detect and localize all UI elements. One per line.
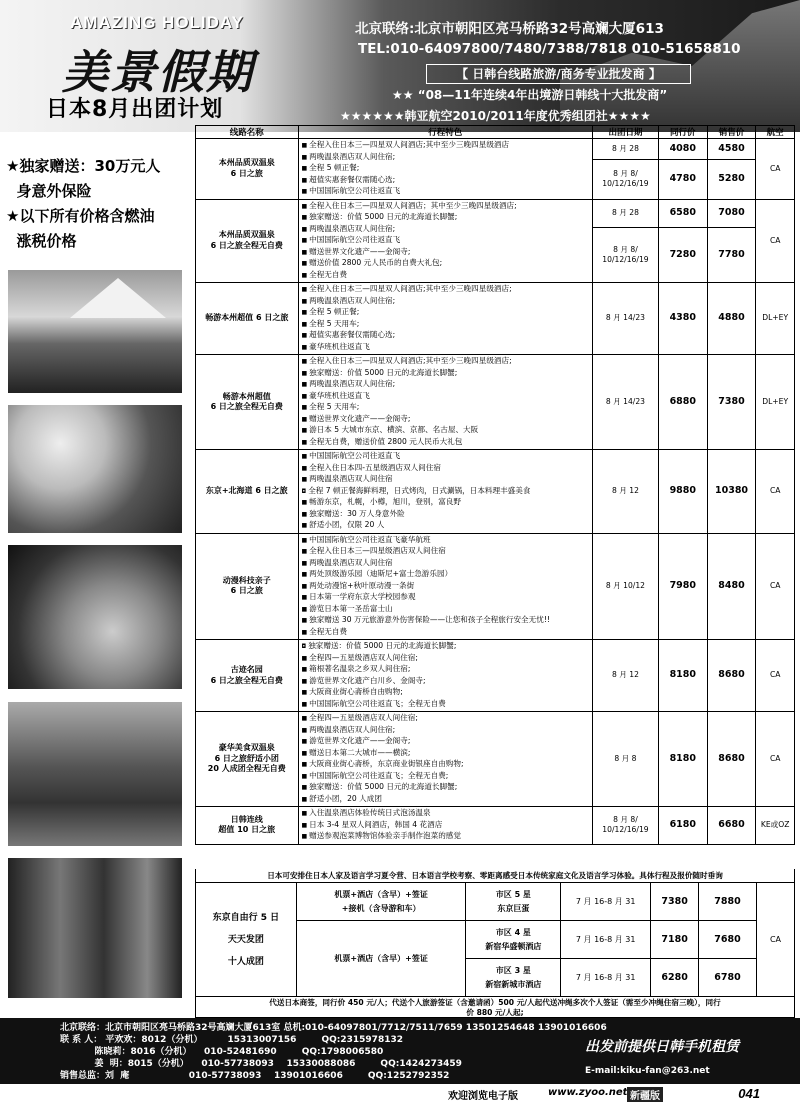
trade-price: 4380 bbox=[658, 283, 707, 355]
departure-date: 8 月 8/ 10/12/16/19 bbox=[592, 228, 658, 283]
trade-price: 9880 bbox=[658, 450, 707, 534]
photo-onsen bbox=[8, 545, 182, 689]
photo-temple bbox=[8, 702, 182, 846]
route-name: 动漫科技亲子 6 日之旅 bbox=[196, 533, 299, 640]
header-date: 出团日期 bbox=[592, 126, 658, 139]
free-package-2: 机票+酒店（含早）+签证 bbox=[296, 921, 466, 997]
free-trip-name-3: 十人成团 bbox=[227, 956, 264, 967]
header-airline: 航空 bbox=[756, 126, 795, 139]
route-features bbox=[298, 139, 592, 200]
sale-price: 5280 bbox=[707, 159, 756, 199]
feature-item: ■ 游日本 5 大城市东京、横滨、京都、名古屋、大阪 bbox=[302, 425, 589, 437]
feature-item: ◘ 全程 7 顿正餐海鲜料理，日式烤肉，日式涮锅，日本料理丰盛美食 bbox=[302, 486, 589, 498]
feature-item: ■ 舒适小团，20 人成团 bbox=[302, 794, 589, 806]
table-header-row bbox=[196, 126, 795, 139]
feature-item: ■ 入住温泉酒店体验传统日式泡汤温泉 bbox=[302, 808, 589, 820]
free-trade-price-3: 6280 bbox=[651, 959, 699, 997]
trade-price: 4780 bbox=[658, 159, 707, 199]
free-date-2: 7 月 16-8 月 31 bbox=[561, 921, 651, 959]
footer-email: E-mail:kiku-fan@263.net bbox=[585, 1066, 710, 1076]
footer-line-3: 陈晓莉：8016（分机） 010-52481690 QQ:1798006580 bbox=[60, 1047, 384, 1057]
feature-item: ■ 全程 5 天用车; bbox=[302, 319, 589, 331]
airline: DL+EY bbox=[756, 283, 795, 355]
feature-item: ■ 两晚温泉酒店双人间住宿; bbox=[302, 725, 589, 737]
feature-item: ■ 两处顶级游乐园（迪斯尼+富士急游乐园） bbox=[302, 569, 589, 581]
route-features bbox=[298, 807, 592, 845]
footer-line-1: 北京联络：北京市朝阳区亮马桥路32号高斓大厦613室 总机:010-64097801/7712/7511/7659 13501254648 13901016606 bbox=[60, 1023, 607, 1033]
feature-item: ■ 两晚温泉酒店双人间住宿 bbox=[302, 558, 589, 570]
airline: CA bbox=[756, 533, 795, 640]
feature-item: ■ 中国国际航空公司往返直飞 bbox=[302, 186, 589, 198]
bottom-bar bbox=[0, 1084, 800, 1103]
contact-address: 北京联络:北京市朝阳区亮马桥路32号高斓大厦613 bbox=[355, 21, 664, 37]
feature-item: ■ 日本第一学府东京大学校园参观 bbox=[302, 592, 589, 604]
route-name: 畅游本州超值 6 日之旅 bbox=[196, 283, 299, 355]
feature-item: ■ 全程 5 顿正餐; bbox=[302, 163, 589, 175]
feature-item: ■ 中国国际航空公司往返直飞 bbox=[302, 451, 589, 463]
feature-item: ■ 豪华班机往返直飞 bbox=[302, 342, 589, 354]
feature-item: ■ 大阪商业街心斋桥自由购物; bbox=[302, 687, 589, 699]
edition-tag: 新疆版 bbox=[627, 1087, 663, 1102]
feature-item: ■ 两晚温泉酒店双人间住宿; bbox=[302, 296, 589, 308]
feature-item: ■ 两晚温泉酒店双人间住宿; bbox=[302, 379, 589, 391]
free-date-3: 7 月 16-8 月 31 bbox=[561, 959, 651, 997]
free-hotel-1: 市区 5 星 东京巨蛋 bbox=[466, 883, 561, 921]
feature-item: ■ 赠送日本第二大城市——横滨; bbox=[302, 748, 589, 760]
free-airline: CA bbox=[756, 883, 794, 997]
photo-fuji bbox=[8, 270, 182, 393]
feature-item: ■ 全程入住日本三—四星级酒店双人间住宿 bbox=[302, 546, 589, 558]
feature-item: ■ 全程入住日本四-五星级酒店双人间住宿 bbox=[302, 463, 589, 475]
promo-text bbox=[6, 154, 191, 254]
feature-item: ■ 独家赠送 30 万元旅游意外伤害保险——让您和孩子全程旅行安全无忧!! bbox=[302, 615, 589, 627]
table-row bbox=[196, 450, 795, 534]
header-sale-price: 销售价 bbox=[707, 126, 756, 139]
feature-item: ■ 全程入住日本三—四星双人间酒店;其中至少三晚四星级酒店; bbox=[302, 356, 589, 368]
header-trade-price: 同行价 bbox=[658, 126, 707, 139]
footer-line-4: 姜 明：8015（分机） 010-57738093 15330088086 QQ:1424273459 bbox=[60, 1059, 462, 1069]
free-trade-price-1: 7380 bbox=[651, 883, 699, 921]
site-link[interactable]: www.zyoo.net bbox=[548, 1087, 628, 1098]
brand-logo: 美景假期 bbox=[62, 45, 254, 99]
airline: CA bbox=[756, 712, 795, 807]
departure-date: 8 月 8/ 10/12/16/19 bbox=[592, 807, 658, 845]
feature-item: ■ 游览世界文化遗产白川乡、金阁寺; bbox=[302, 676, 589, 688]
visa-note: 代送日本商签，同行价 450 元/人；代送个人旅游签证（含邀请函）500 元/人起代送冲绳多次个人签证（需至少冲绳住宿三晚），同行 价 880 元/人起; bbox=[195, 996, 795, 1018]
contact-telephone: TEL:010-64097800/7480/7388/7818 010-51658810 bbox=[358, 41, 741, 57]
route-features bbox=[298, 640, 592, 712]
departure-date: 8 月 8 bbox=[592, 712, 658, 807]
free-package-1: 机票+酒店（含早）+签证 +接机（含导游和车） bbox=[296, 883, 466, 921]
free-trip-name-1: 东京自由行 5 日 bbox=[212, 912, 280, 923]
feature-item: ■ 两晚温泉酒店双人间住宿; bbox=[302, 224, 589, 236]
feature-item: ■ 中国国际航空公司往返直飞；全程无自费 bbox=[302, 699, 589, 711]
route-name: 本州品质双温泉 6 日之旅 bbox=[196, 139, 299, 200]
route-features bbox=[298, 199, 592, 283]
table-row bbox=[196, 139, 795, 160]
sale-price: 8680 bbox=[707, 640, 756, 712]
trade-price: 7280 bbox=[658, 228, 707, 283]
departure-date: 8 月 14/23 bbox=[592, 355, 658, 450]
departure-date: 8 月 28 bbox=[592, 199, 658, 228]
feature-item: ■ 全程入住日本三—四星双人间酒店；其中至少三晚四星级酒店; bbox=[302, 201, 589, 213]
feature-item: ■ 游览日本第一圣岳富士山 bbox=[302, 604, 589, 616]
departure-date: 8 月 12 bbox=[592, 450, 658, 534]
departure-date: 8 月 12 bbox=[592, 640, 658, 712]
phone-rental-text: 出发前提供日韩手机租赁 bbox=[585, 1039, 739, 1055]
airline: CA bbox=[756, 640, 795, 712]
feature-item: ■ 赠送参观泡菜博物馆体验亲手制作泡菜的感觉 bbox=[302, 831, 589, 843]
sale-price: 7080 bbox=[707, 199, 756, 228]
feature-item: ■ 大阪商业街心斋桥，东京商业街银座自由购物; bbox=[302, 759, 589, 771]
feature-item: ■ 全程无自费，赠送价值 2800 元人民币大礼包 bbox=[302, 437, 589, 449]
feature-item: ■ 赠送世界文化遗产——金阁寺; bbox=[302, 247, 589, 259]
trade-price: 8180 bbox=[658, 640, 707, 712]
trade-price: 6180 bbox=[658, 807, 707, 845]
route-name: 畅游本州超值 6 日之旅全程无自费 bbox=[196, 355, 299, 450]
airline: DL+EY bbox=[756, 355, 795, 450]
route-features bbox=[298, 533, 592, 640]
feature-item: ■ 超值实惠套餐仅需随心选; bbox=[302, 175, 589, 187]
feature-item: ■ 中国国际航空公司往返直飞；全程无自费; bbox=[302, 771, 589, 783]
page-number: 041 bbox=[738, 1086, 760, 1101]
feature-item: ■ 畅游东京，札幌，小樽，旭川，登别，富良野 bbox=[302, 497, 589, 509]
free-date-1: 7 月 16-8 月 31 bbox=[561, 883, 651, 921]
sale-price: 8680 bbox=[707, 712, 756, 807]
airline: KE或OZ bbox=[756, 807, 795, 845]
photo-cherry-blossom bbox=[8, 405, 182, 533]
free-trip-name bbox=[196, 883, 297, 997]
amazing-holiday-text: AMAZING HOLIDAY bbox=[70, 13, 244, 32]
browse-text: 欢迎浏览电子版 bbox=[448, 1091, 518, 1102]
free-trade-price-2: 7180 bbox=[651, 921, 699, 959]
table-row bbox=[196, 533, 795, 640]
sale-price: 4880 bbox=[707, 283, 756, 355]
promo-line-1: ★独家赠送：30万元人 bbox=[6, 157, 161, 175]
feature-item: ■ 超值实惠套餐仅需随心选; bbox=[302, 330, 589, 342]
free-hotel-3: 市区 3 星 新宿新城市酒店 bbox=[466, 959, 561, 997]
table-row bbox=[196, 807, 795, 845]
feature-item: ■ 两晚温泉酒店双人间住宿; bbox=[302, 152, 589, 164]
route-name: 东京+北海道 6 日之旅 bbox=[196, 450, 299, 534]
route-name: 日韩连线 超值 10 日之旅 bbox=[196, 807, 299, 845]
feature-item: ■ 赠送价值 2800 元人民币的自费大礼包; bbox=[302, 258, 589, 270]
feature-item: ■ 全程四—五星级酒店双人间住宿; bbox=[302, 713, 589, 725]
feature-item: ■ 中国国际航空公司往返直飞 bbox=[302, 235, 589, 247]
sale-price: 7780 bbox=[707, 228, 756, 283]
departure-date: 8 月 10/12 bbox=[592, 533, 658, 640]
tour-table bbox=[195, 125, 795, 845]
feature-item: ■ 舒适小团，仅限 20 人 bbox=[302, 520, 589, 532]
airline: CA bbox=[756, 450, 795, 534]
sale-price: 4580 bbox=[707, 139, 756, 160]
table-row bbox=[196, 640, 795, 712]
promo-line-4: 涨税价格 bbox=[6, 232, 77, 250]
table-row bbox=[196, 712, 795, 807]
feature-item: ■ 独家赠送：价值 5000 日元的北海道长脚蟹; bbox=[302, 368, 589, 380]
free-hotel-2: 市区 4 星 新宿华盛顿酒店 bbox=[466, 921, 561, 959]
free-trip-table bbox=[195, 882, 795, 997]
header-features: 行程特色 bbox=[298, 126, 592, 139]
feature-item: ◘ 独家赠送：价值 5000 日元的北海道长脚蟹; bbox=[302, 641, 589, 653]
departure-date: 8 月 28 bbox=[592, 139, 658, 160]
sale-price: 8480 bbox=[707, 533, 756, 640]
free-sale-price-2: 7680 bbox=[699, 921, 757, 959]
feature-item: ■ 游览世界文化遗产——金阁寺; bbox=[302, 736, 589, 748]
feature-item: ■ 全程 5 天用车; bbox=[302, 402, 589, 414]
trade-price: 6880 bbox=[658, 355, 707, 450]
departure-date: 8 月 8/ 10/12/16/19 bbox=[592, 159, 658, 199]
plan-title: 日本8月出团计划 bbox=[46, 97, 224, 122]
header-route: 线路名称 bbox=[196, 126, 299, 139]
feature-item: ■ 全程无自费 bbox=[302, 270, 589, 282]
feature-item: ■ 两晚温泉酒店双人间住宿 bbox=[302, 474, 589, 486]
feature-item: ■ 豪华班机往返直飞 bbox=[302, 391, 589, 403]
trade-price: 6580 bbox=[658, 199, 707, 228]
route-features bbox=[298, 355, 592, 450]
photo-stone-statues bbox=[8, 858, 182, 998]
promo-line-2: 身意外保险 bbox=[6, 182, 92, 200]
trade-price: 8180 bbox=[658, 712, 707, 807]
table-row bbox=[196, 283, 795, 355]
promo-line-3: ★以下所有价格含燃油 bbox=[6, 207, 155, 225]
airline: CA bbox=[756, 139, 795, 200]
footer-line-2: 联 系 人： 平欢欢：8012（分机） 15313007156 QQ:2315978132 bbox=[60, 1035, 403, 1045]
feature-item: ■ 箱根著名温泉之乡双人间住宿; bbox=[302, 664, 589, 676]
top10-banner: ★★ “08—11年连续4年出境游日韩线十大批发商” bbox=[392, 88, 668, 102]
trade-price: 4080 bbox=[658, 139, 707, 160]
feature-item: ■ 独家赠送：价值 5000 日元的北海道长脚蟹; bbox=[302, 212, 589, 224]
free-sale-price-1: 7880 bbox=[699, 883, 757, 921]
sale-price: 10380 bbox=[707, 450, 756, 534]
table-row bbox=[196, 355, 795, 450]
airline: CA bbox=[756, 199, 795, 283]
feature-item: ■ 独家赠送：价值 5000 日元的北海道长脚蟹; bbox=[302, 782, 589, 794]
table-row bbox=[196, 199, 795, 228]
feature-item: ■ 独家赠送：30 万人身意外险 bbox=[302, 509, 589, 521]
award-banner: ★★★★★★韩亚航空2010/2011年度优秀组团社★★★★ bbox=[340, 109, 651, 123]
route-name: 豪华美食双温泉 6 日之旅舒适小团 20 人成团全程无自费 bbox=[196, 712, 299, 807]
route-name: 古迹名园 6 日之旅全程无自费 bbox=[196, 640, 299, 712]
feature-item: ■ 全程入住日本三—四星双人间酒店;其中至少三晚四星级酒店; bbox=[302, 284, 589, 296]
feature-item: ■ 全程四—五星级酒店双人间住宿; bbox=[302, 653, 589, 665]
free-trip-name-2: 天天发团 bbox=[227, 934, 264, 945]
route-name: 本州品质双温泉 6 日之旅全程无自费 bbox=[196, 199, 299, 283]
homestay-notice: 日本可安排住日本人家及语言学习夏令营、日本语言学校考察、零距离感受日本传统家庭文化及语言学习体验。具体行程及报价随时垂询 bbox=[195, 869, 795, 883]
feature-item: ■ 全程 5 顿正餐; bbox=[302, 307, 589, 319]
departure-date: 8 月 14/23 bbox=[592, 283, 658, 355]
header-banner bbox=[0, 0, 800, 132]
route-features bbox=[298, 712, 592, 807]
wholesale-banner: 【 日韩台线路旅游/商务专业批发商 】 bbox=[426, 64, 691, 84]
free-sale-price-3: 6780 bbox=[699, 959, 757, 997]
feature-item: ■ 中国国际航空公司往返直飞豪华航班 bbox=[302, 535, 589, 547]
trade-price: 7980 bbox=[658, 533, 707, 640]
feature-item: ■ 两处动漫馆+秋叶原动漫一条街 bbox=[302, 581, 589, 593]
feature-item: ■ 全程入住日本三—四星双人间酒店;其中至少三晚四星级酒店 bbox=[302, 140, 589, 152]
footer-line-5: 销售总监：刘 庵 010-57738093 13901016606 QQ:1252792352 bbox=[60, 1071, 450, 1081]
footer-contact bbox=[0, 1018, 800, 1084]
route-features bbox=[298, 450, 592, 534]
feature-item: ■ 日本 3-4 星双人间酒店，韩国 4 花酒店 bbox=[302, 820, 589, 832]
feature-item: ■ 全程无自费 bbox=[302, 627, 589, 639]
feature-item: ■ 赠送世界文化遗产——金阁寺; bbox=[302, 414, 589, 426]
sale-price: 7380 bbox=[707, 355, 756, 450]
sale-price: 6680 bbox=[707, 807, 756, 845]
route-features bbox=[298, 283, 592, 355]
